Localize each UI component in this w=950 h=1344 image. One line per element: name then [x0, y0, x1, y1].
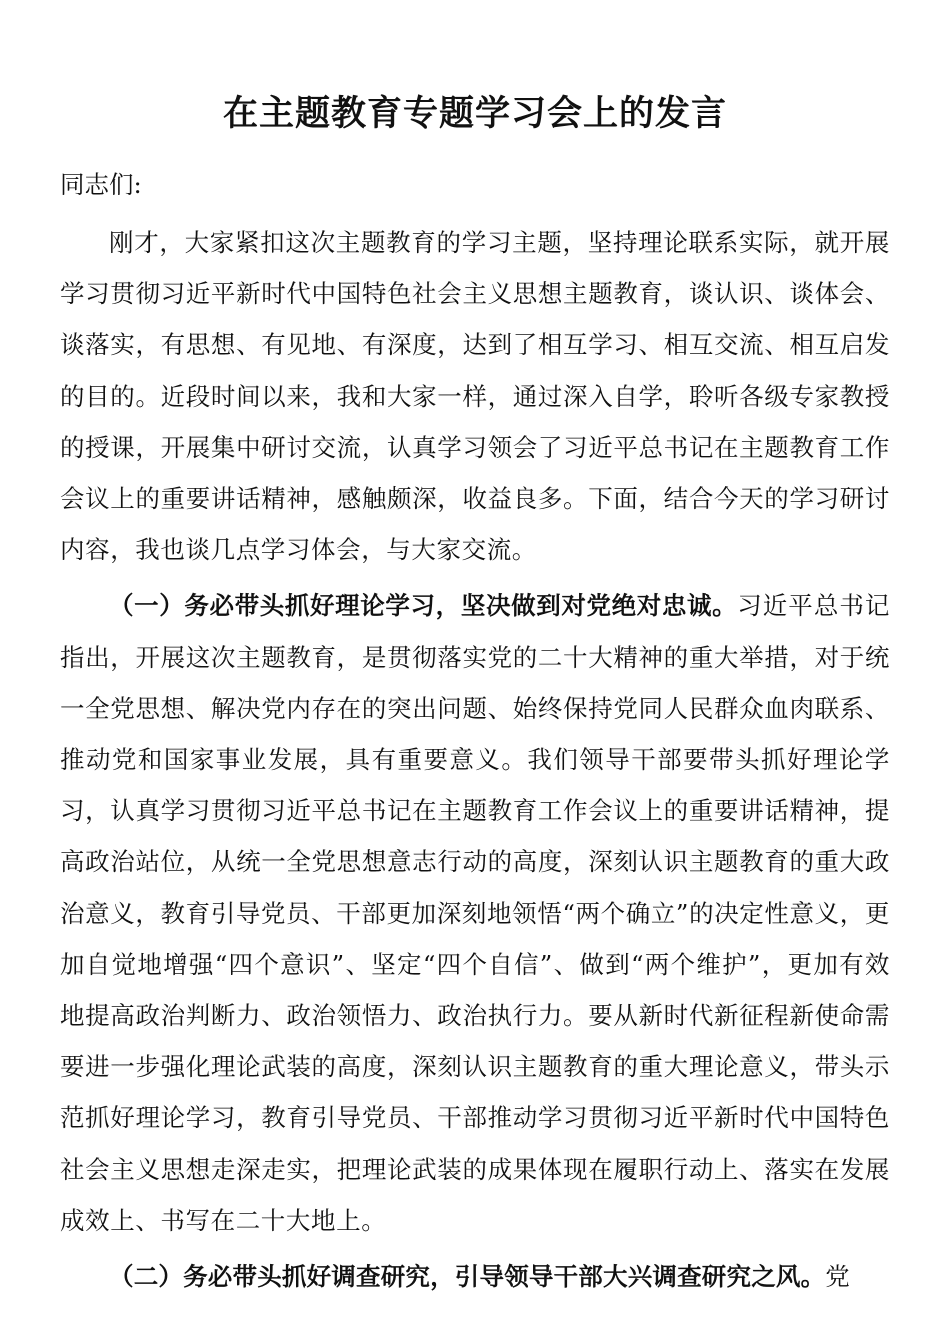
paragraph-intro-text: 刚才，大家紧扣这次主题教育的学习主题，坚持理论联系实际，就开展学习贯彻习近平新时代中国特色社会主义思想主题教育，谈认识、谈体会、谈落实，有思想、有见地、有深度，达到了相互学习、相互交流、相互启发的目的。近段时间以来，我和大家一样，通过深入自学，聆听各级专家教授的授课，开展集中研讨交流，认真学习领会了习近平总书记在主题教育工作会议上的重要讲话精神，感触颇深，收益良多。下面，结合今天的学习研讨内容，我也谈几点学习体会，与大家交流。 — [60, 228, 890, 565]
paragraph-section-1 — [60, 580, 890, 1246]
section-1-heading: （一）务必带头抓好理论学习，坚决做到对党绝对忠诚。 — [109, 591, 738, 621]
paragraph-section-2 — [60, 1251, 890, 1302]
section-2-text: 党 — [825, 1262, 851, 1292]
document-title: 在主题教育专题学习会上的发言 — [222, 93, 727, 134]
section-2-heading: （二）务必带头抓好调查研究，引导领导干部大兴调查研究之风。 — [109, 1262, 826, 1292]
document-page — [60, 0, 890, 1302]
salutation: 同志们: — [60, 170, 142, 199]
paragraph-intro — [60, 217, 890, 575]
section-1-text: 习近平总书记指出，开展这次主题教育，是贯彻落实党的二十大精神的重大举措，对于统一全党思想、解决党内存在的突出问题、始终保持党同人民群众血肉联系、推动党和国家事业发展，具有重要意义。我们领导干部要带头抓好理论学习，认真学习贯彻习近平总书记在主题教育工作会议上的重要讲话精神，提高政治站位，从统一全党思想意志行动的高度，深刻认识主题教育的重大政治意义，教育引导党员、干部更加深刻地领悟“两个确立”的决定性意义，更加自觉地增强“四个意识”、坚定“四个自信”、做到“两个维护”，更加有效地提高政治判断力、政治领悟力、政治执行力。要从新时代新征程新使命需要进一步强化理论武装的高度，深刻认识主题教育的重大理论意义，带头示范抓好理论学习，教育引导党员、干部推动学习贯彻习近平新时代中国特色社会主义思想走深走实，把理论武装的成果体现在履职行动上、落实在发展成效上、书写在二十大地上。 — [60, 591, 890, 1235]
